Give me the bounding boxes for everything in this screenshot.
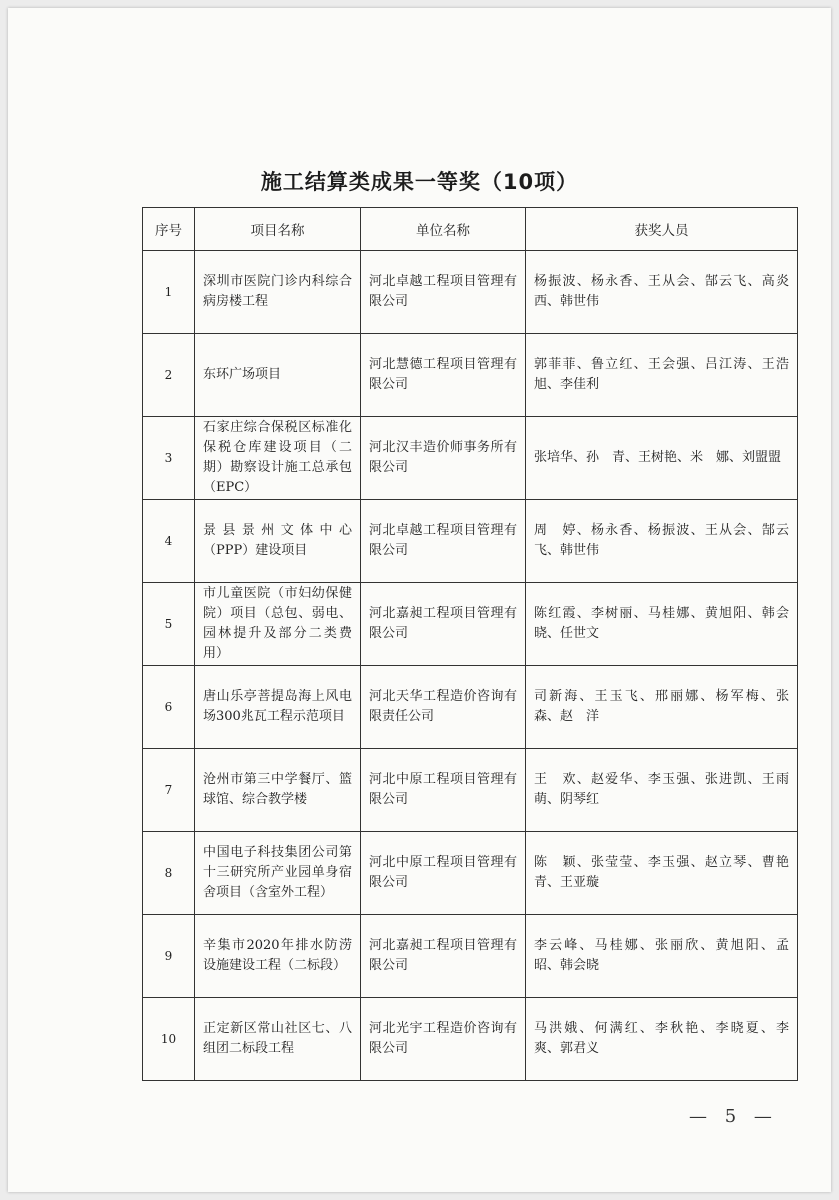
header-no: 序号 xyxy=(143,208,195,251)
row-unit: 河北汉丰造价师事务所有限公司 xyxy=(361,417,526,500)
header-unit: 单位名称 xyxy=(361,208,526,251)
table-row xyxy=(143,334,798,417)
row-project: 正定新区常山社区七、八组团二标段工程 xyxy=(195,998,361,1081)
row-people: 王 欢、赵爱华、李玉强、张进凯、王雨萌、阴琴红 xyxy=(526,749,798,832)
row-project: 深圳市医院门诊内科综合病房楼工程 xyxy=(195,251,361,334)
row-unit: 河北中原工程项目管理有限公司 xyxy=(361,832,526,915)
row-unit: 河北光宇工程造价咨询有限公司 xyxy=(361,998,526,1081)
row-people: 司新海、王玉飞、邢丽娜、杨军梅、张 森、赵 洋 xyxy=(526,666,798,749)
table-row xyxy=(143,251,798,334)
row-people: 郭菲菲、鲁立红、王会强、吕江涛、王浩旭、李佳利 xyxy=(526,334,798,417)
row-unit: 河北嘉昶工程项目管理有限公司 xyxy=(361,915,526,998)
table-row xyxy=(143,417,798,500)
header-people: 获奖人员 xyxy=(526,208,798,251)
row-people: 周 婷、杨永香、杨振波、王从会、郜云飞、韩世伟 xyxy=(526,500,798,583)
row-unit: 河北卓越工程项目管理有限公司 xyxy=(361,500,526,583)
row-project: 中国电子科技集团公司第十三研究所产业园单身宿舍项目（含室外工程） xyxy=(195,832,361,915)
table-header-row xyxy=(143,208,798,251)
row-people: 陈红霞、李树丽、马桂娜、黄旭阳、韩会晓、任世文 xyxy=(526,583,798,666)
table-row xyxy=(143,583,798,666)
row-project: 沧州市第三中学餐厅、篮球馆、综合教学楼 xyxy=(195,749,361,832)
row-no: 6 xyxy=(143,666,195,749)
header-project: 项目名称 xyxy=(195,208,361,251)
table-row xyxy=(143,998,798,1081)
row-no: 9 xyxy=(143,915,195,998)
row-unit: 河北天华工程造价咨询有限责任公司 xyxy=(361,666,526,749)
row-unit: 河北慧德工程项目管理有限公司 xyxy=(361,334,526,417)
awards-table xyxy=(142,207,803,1081)
page-number: — 5 — xyxy=(689,1106,778,1127)
row-unit: 河北嘉昶工程项目管理有限公司 xyxy=(361,583,526,666)
row-project: 辛集市2020年排水防涝设施建设工程（二标段） xyxy=(195,915,361,998)
row-unit: 河北中原工程项目管理有限公司 xyxy=(361,749,526,832)
table-row xyxy=(143,832,798,915)
row-unit: 河北卓越工程项目管理有限公司 xyxy=(361,251,526,334)
table-row xyxy=(143,749,798,832)
row-no: 2 xyxy=(143,334,195,417)
row-no: 7 xyxy=(143,749,195,832)
table-row xyxy=(143,500,798,583)
row-people: 马洪娥、何满红、李秋艳、李晓夏、李 爽、郭君义 xyxy=(526,998,798,1081)
row-people: 杨振波、杨永香、王从会、郜云飞、高炎西、韩世伟 xyxy=(526,251,798,334)
table-row xyxy=(143,915,798,998)
row-no: 4 xyxy=(143,500,195,583)
row-project: 景县景州文体中心（PPP）建设项目 xyxy=(195,500,361,583)
row-people: 李云峰、马桂娜、张丽欣、黄旭阳、孟 昭、韩会晓 xyxy=(526,915,798,998)
row-no: 8 xyxy=(143,832,195,915)
row-people: 张培华、孙 青、王树艳、米 娜、刘盟盟 xyxy=(526,417,798,500)
row-people: 陈 颖、张莹莹、李玉强、赵立琴、曹艳青、王亚璇 xyxy=(526,832,798,915)
page-title: 施工结算类成果一等奖（10项） xyxy=(260,170,579,194)
row-project: 唐山乐亭菩提岛海上风电场300兆瓦工程示范项目 xyxy=(195,666,361,749)
row-no: 3 xyxy=(143,417,195,500)
table-row xyxy=(143,666,798,749)
row-no: 1 xyxy=(143,251,195,334)
row-no: 10 xyxy=(143,998,195,1081)
row-project: 市儿童医院（市妇幼保健院）项目（总包、弱电、园林提升及部分二类费用） xyxy=(195,583,361,666)
row-no: 5 xyxy=(143,583,195,666)
row-project: 石家庄综合保税区标准化保税仓库建设项目（二期）勘察设计施工总承包（EPC） xyxy=(195,417,361,500)
document-page xyxy=(8,8,831,1192)
row-project: 东环广场项目 xyxy=(195,334,361,417)
